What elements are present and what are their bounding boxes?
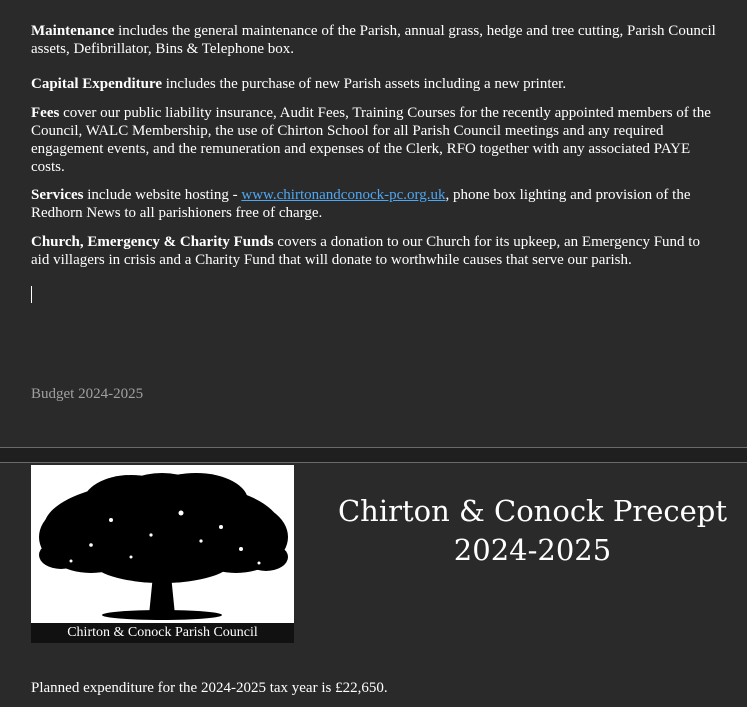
church-funds-text: covers a donation to our Church for its upkeep, an Emergency Fund to aid villagers in crisis and a Charity Fund that will donate to worthwhile causes that serve our parish. <box>31 234 700 268</box>
oak-tree-icon <box>31 465 294 623</box>
church-funds-term: Church, Emergency & Charity Funds <box>31 234 274 250</box>
services-text-before: include website hosting - <box>83 187 242 203</box>
church-funds-paragraph <box>31 233 721 269</box>
capital-expenditure-paragraph <box>31 75 721 93</box>
precept-title-line-1: Chirton & Conock Precept <box>337 494 728 528</box>
fees-text: cover our public liability insurance, Audit Fees, Training Courses for the recently appointed members of the Council, WALC Membership, the use of Chirton School for all Parish Council meetings and any required engagement events, and the remuneration and expenses of the Clerk, RFO together with any associated PAYE costs. <box>31 105 711 175</box>
fees-paragraph <box>31 104 721 176</box>
planned-expenditure-text: Planned expenditure for the 2024-2025 tax year is £22,650. <box>31 680 388 696</box>
parish-council-logo <box>31 465 294 643</box>
capital-expenditure-term: Capital Expenditure <box>31 76 162 92</box>
precept-title-line-2: 2024-2025 <box>453 533 612 567</box>
maintenance-term: Maintenance <box>31 23 115 39</box>
maintenance-text: includes the general maintenance of the Parish, annual grass, hedge and tree cutting, Parish Council assets, Defibrillator, Bins & Telephone box. <box>31 23 716 57</box>
website-link[interactable]: www.chirtonandconock-pc.org.uk <box>241 187 446 203</box>
logo-caption: Chirton & Conock Parish Council <box>31 623 294 643</box>
capital-expenditure-text: includes the purchase of new Parish assets including a new printer. <box>162 76 567 92</box>
services-paragraph <box>31 186 721 222</box>
page-break <box>0 447 747 463</box>
fees-term: Fees <box>31 105 60 121</box>
maintenance-paragraph <box>31 22 721 58</box>
text-cursor[interactable] <box>31 286 32 303</box>
services-text-after: , phone box lighting and provision of the Redhorn News to all parishioners free of charge. <box>31 187 691 221</box>
page-footer: Budget 2024-2025 <box>31 386 144 402</box>
services-term: Services <box>31 187 84 203</box>
precept-title <box>330 492 735 570</box>
